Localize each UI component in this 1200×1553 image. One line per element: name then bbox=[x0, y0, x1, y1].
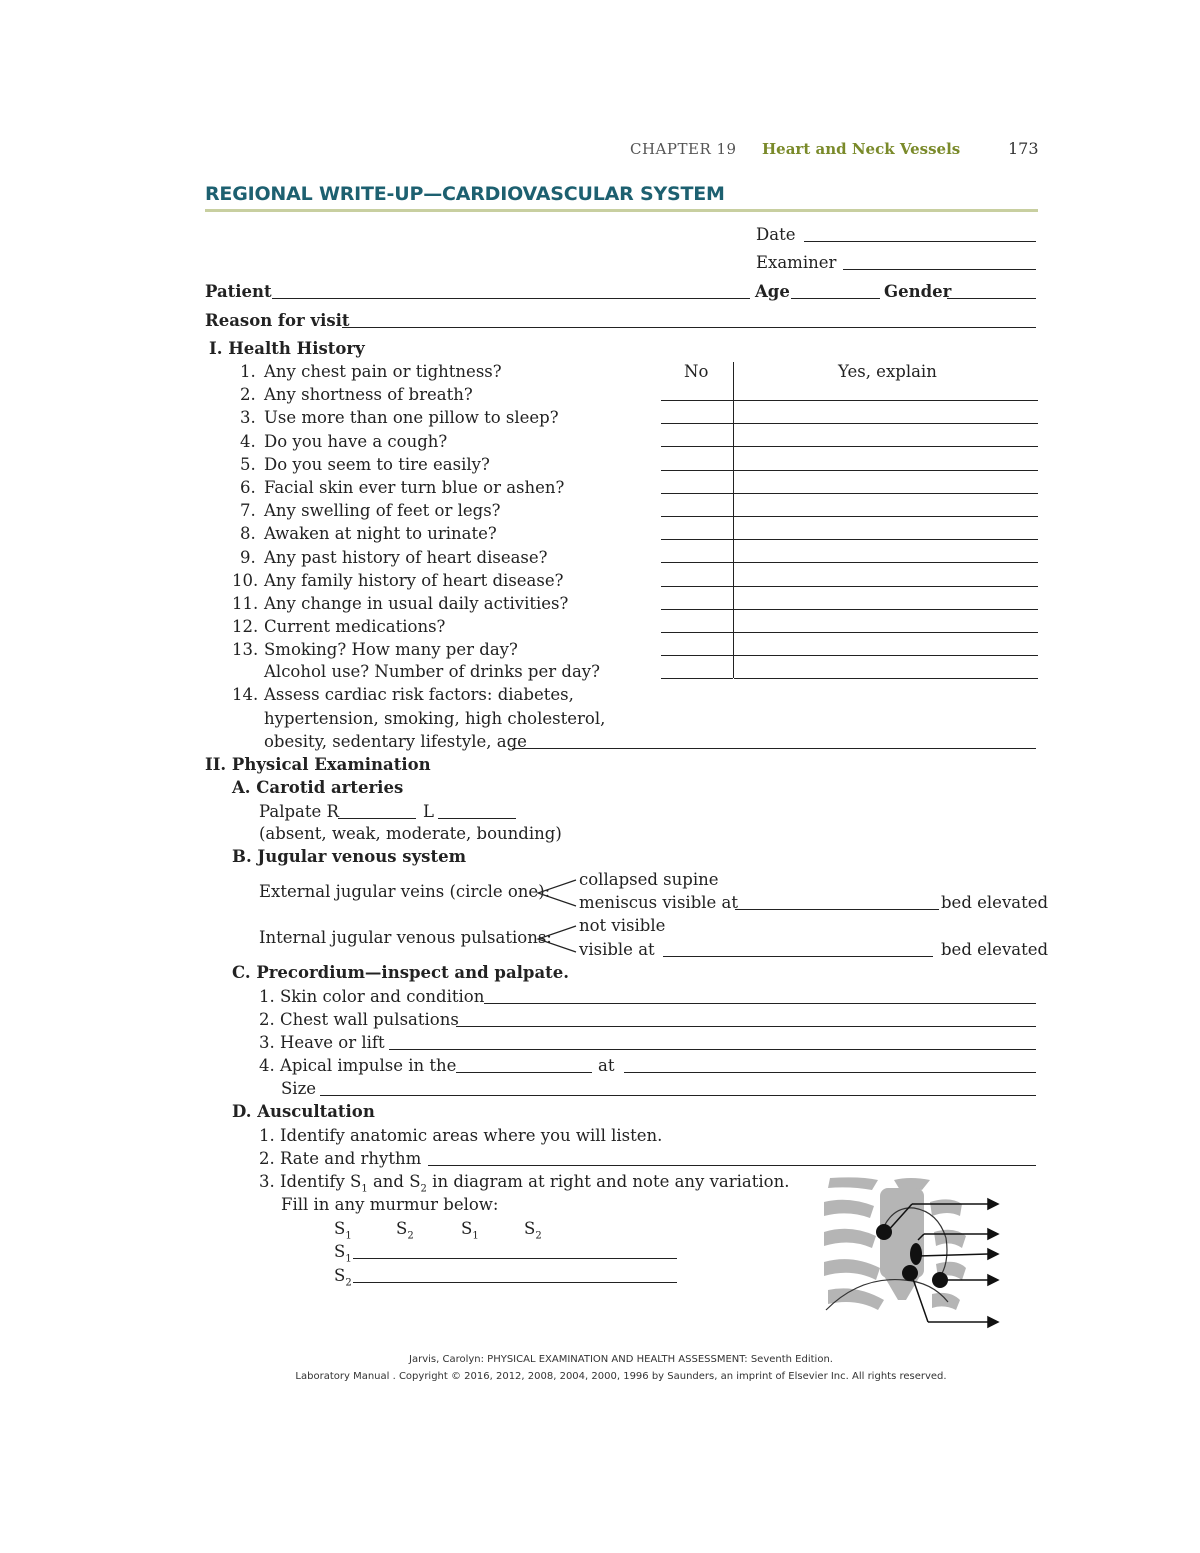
internal-bracket-icon bbox=[536, 922, 578, 956]
int-visible-field[interactable] bbox=[663, 956, 933, 957]
apical-location-field[interactable] bbox=[456, 1072, 592, 1073]
apical-at-label: at bbox=[598, 1056, 615, 1075]
health-history-heading: I. Health History bbox=[209, 339, 365, 358]
history-no-field[interactable] bbox=[661, 632, 733, 633]
murmur-instruction: Fill in any murmur below: bbox=[281, 1195, 499, 1214]
history-yes-field[interactable] bbox=[734, 586, 1038, 587]
ext-option-collapsed[interactable]: collapsed supine bbox=[579, 870, 719, 889]
apical-size-label: Size bbox=[281, 1079, 317, 1098]
history-item-number: 9. bbox=[240, 548, 256, 567]
history-item-number: 2. bbox=[240, 385, 256, 404]
chest-wall-field[interactable] bbox=[456, 1026, 1036, 1027]
history-item-question: Awaken at night to urinate? bbox=[264, 524, 497, 543]
patient-field[interactable] bbox=[272, 298, 750, 299]
internal-jugular-label: Internal jugular venous pulsations: bbox=[259, 928, 552, 947]
jugular-heading: B. Jugular venous system bbox=[232, 847, 467, 866]
history-no-field[interactable] bbox=[661, 539, 733, 540]
history-no-field[interactable] bbox=[661, 655, 733, 656]
history-no-field[interactable] bbox=[661, 678, 733, 679]
ext-option-meniscus[interactable]: meniscus visible at bbox=[579, 893, 739, 912]
item14-field[interactable] bbox=[512, 748, 1036, 749]
history-item-number: 3. bbox=[240, 408, 256, 427]
col-no-header: No bbox=[684, 362, 709, 381]
page-number: 173 bbox=[1008, 139, 1039, 158]
history-yes-field[interactable] bbox=[734, 562, 1038, 563]
gender-label: Gender bbox=[884, 282, 952, 301]
precordium-item-3: 3. Heave or lift bbox=[259, 1033, 385, 1052]
history-yes-field[interactable] bbox=[734, 678, 1038, 679]
history-item-question: Smoking? How many per day? bbox=[264, 640, 518, 659]
int-bed-elevated: bed elevated bbox=[941, 940, 1049, 959]
precordium-item-2: 2. Chest wall pulsations bbox=[259, 1010, 459, 1029]
history-item-question: Use more than one pillow to sleep? bbox=[264, 408, 559, 427]
int-option-not-visible[interactable]: not visible bbox=[579, 916, 666, 935]
age-field[interactable] bbox=[791, 298, 880, 299]
auscultation-item-2: 2. Rate and rhythm bbox=[259, 1149, 422, 1168]
history-yes-field[interactable] bbox=[734, 470, 1038, 471]
murmur-col-s1b: $S_1$ bbox=[461, 1219, 479, 1242]
history-item-number: 1. bbox=[240, 362, 256, 381]
murmur-col-s1a: $S_1$ bbox=[334, 1219, 352, 1242]
external-bracket-icon bbox=[536, 876, 578, 910]
skin-color-field[interactable] bbox=[484, 1003, 1036, 1004]
history-yes-field[interactable] bbox=[734, 493, 1038, 494]
item14-line3: obesity, sedentary lifestyle, age bbox=[264, 732, 527, 751]
title-rule bbox=[205, 209, 1038, 212]
date-field[interactable] bbox=[804, 241, 1036, 242]
murmur-row-s2: $S_2$ bbox=[334, 1266, 352, 1289]
examiner-label: Examiner bbox=[756, 253, 837, 272]
history-yes-field[interactable] bbox=[734, 446, 1038, 447]
precordium-heading: C. Precordium—inspect and palpate. bbox=[232, 963, 569, 982]
palpate-r-field[interactable] bbox=[338, 818, 416, 819]
carotid-heading: A. Carotid arteries bbox=[232, 778, 404, 797]
history-no-field[interactable] bbox=[661, 609, 733, 610]
history-item-number: 13. bbox=[232, 640, 259, 659]
carotid-options: (absent, weak, moderate, bounding) bbox=[259, 824, 562, 843]
date-label: Date bbox=[756, 225, 796, 244]
murmur-col-s2b: $S_2$ bbox=[524, 1219, 542, 1242]
item14-line2: hypertension, smoking, high cholesterol, bbox=[264, 709, 606, 728]
footer-line-1: Jarvis, Carolyn: PHYSICAL EXAMINATION AND HEALTH ASSESSMENT: Seventh Edition. bbox=[409, 1354, 833, 1365]
history-item-number: 12. bbox=[232, 617, 259, 636]
murmur-s2-field[interactable] bbox=[353, 1282, 677, 1283]
history-item-number: 5. bbox=[240, 455, 256, 474]
auscultation-item-1: 1. Identify anatomic areas where you will listen. bbox=[259, 1126, 663, 1145]
auscultation-item-3: 3. Identify $S_1$ and $S_2$ in diagram at right and note any variation. bbox=[259, 1172, 790, 1195]
history-no-field[interactable] bbox=[661, 516, 733, 517]
reason-label: Reason for visit bbox=[205, 311, 350, 330]
history-yes-field[interactable] bbox=[734, 423, 1038, 424]
history-item-question: Do you seem to tire easily? bbox=[264, 455, 490, 474]
palpate-l-label: L bbox=[423, 802, 434, 821]
external-jugular-label: External jugular veins (circle one): bbox=[259, 882, 551, 901]
history-no-field[interactable] bbox=[661, 446, 733, 447]
history-yes-field[interactable] bbox=[734, 632, 1038, 633]
page-title: REGIONAL WRITE-UP—CARDIOVASCULAR SYSTEM bbox=[205, 183, 725, 205]
murmur-col-s2a: $S_2$ bbox=[396, 1219, 414, 1242]
item13-line2: Alcohol use? Number of drinks per day? bbox=[264, 662, 600, 681]
history-yes-field[interactable] bbox=[734, 655, 1038, 656]
history-no-field[interactable] bbox=[661, 586, 733, 587]
history-yes-field[interactable] bbox=[734, 516, 1038, 517]
murmur-s1-field[interactable] bbox=[353, 1258, 677, 1259]
item14-line1: Assess cardiac risk factors: diabetes, bbox=[264, 685, 574, 704]
apical-impulse-label: 4. Apical impulse in the bbox=[259, 1056, 457, 1075]
history-item-question: Any swelling of feet or legs? bbox=[264, 501, 501, 520]
reason-field[interactable] bbox=[342, 327, 1036, 328]
auscultation-heading: D. Auscultation bbox=[232, 1102, 375, 1121]
history-no-field[interactable] bbox=[661, 493, 733, 494]
history-item-number: 4. bbox=[240, 432, 256, 451]
item14-number: 14. bbox=[232, 685, 259, 704]
history-no-field[interactable] bbox=[661, 400, 733, 401]
gender-field[interactable] bbox=[947, 298, 1036, 299]
history-item-question: Any change in usual daily activities? bbox=[264, 594, 569, 613]
rate-rhythm-field[interactable] bbox=[428, 1165, 1036, 1166]
murmur-row-s1: $S_1$ bbox=[334, 1242, 352, 1265]
palpate-r-label: Palpate R bbox=[259, 802, 339, 821]
history-item-number: 11. bbox=[232, 594, 259, 613]
age-label: Age bbox=[755, 282, 790, 301]
history-no-field[interactable] bbox=[661, 562, 733, 563]
chapter-label: CHAPTER 19 bbox=[630, 140, 737, 158]
heave-field[interactable] bbox=[389, 1049, 1036, 1050]
history-item-number: 10. bbox=[232, 571, 259, 590]
history-item-number: 6. bbox=[240, 478, 256, 497]
history-no-field[interactable] bbox=[661, 423, 733, 424]
palpate-l-field[interactable] bbox=[438, 818, 516, 819]
physical-heading: II. Physical Examination bbox=[205, 755, 431, 774]
ext-meniscus-field[interactable] bbox=[735, 909, 939, 910]
history-item-number: 8. bbox=[240, 524, 256, 543]
history-item-question: Any shortness of breath? bbox=[264, 385, 473, 404]
history-yes-field[interactable] bbox=[734, 539, 1038, 540]
footer-line-2: Laboratory Manual . Copyright © 2016, 2012, 2008, 2004, 2000, 1996 by Saunders, an imprint of Elsevier Inc. All rights reserved. bbox=[295, 1371, 947, 1382]
int-option-visible[interactable]: visible at bbox=[579, 940, 655, 959]
history-item-question: Current medications? bbox=[264, 617, 446, 636]
chest-diagram bbox=[820, 1176, 1000, 1336]
history-item-number: 7. bbox=[240, 501, 256, 520]
history-item-question: Any chest pain or tightness? bbox=[264, 362, 502, 381]
precordium-item-1: 1. Skin color and condition bbox=[259, 987, 485, 1006]
examiner-field[interactable] bbox=[843, 269, 1036, 270]
patient-label: Patient bbox=[205, 282, 272, 301]
history-item-question: Facial skin ever turn blue or ashen? bbox=[264, 478, 565, 497]
section-label: Heart and Neck Vessels bbox=[762, 140, 961, 158]
history-item-question: Any family history of heart disease? bbox=[264, 571, 564, 590]
history-item-question: Any past history of heart disease? bbox=[264, 548, 548, 567]
history-item-question: Do you have a cough? bbox=[264, 432, 448, 451]
apical-size-field[interactable] bbox=[320, 1095, 1036, 1096]
ext-bed-elevated: bed elevated bbox=[941, 893, 1049, 912]
col-yes-header: Yes, explain bbox=[838, 362, 937, 381]
history-yes-field[interactable] bbox=[734, 400, 1038, 401]
column-divider bbox=[733, 362, 734, 678]
history-no-field[interactable] bbox=[661, 470, 733, 471]
apical-at-field[interactable] bbox=[624, 1072, 1036, 1073]
history-yes-field[interactable] bbox=[734, 609, 1038, 610]
